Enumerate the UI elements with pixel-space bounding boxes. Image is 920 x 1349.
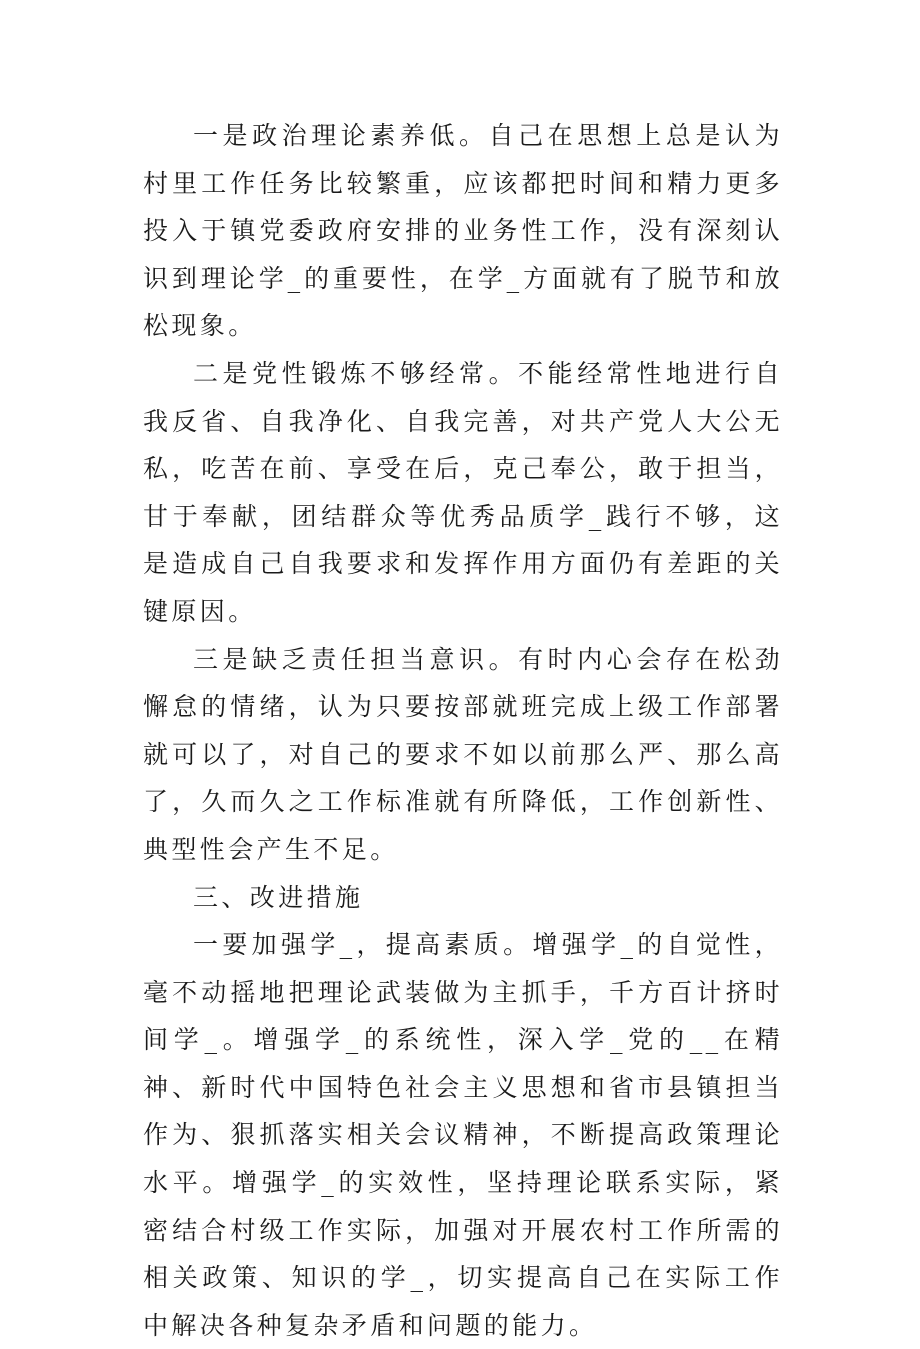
paragraph-party-spirit: 二是党性锻炼不够经常。不能经常性地进行自我反省、自我净化、自我完善，对共产党人大公无私，吃苦在前、享受在后，克己奉公，敢于担当，甘于奉献，团结群众等优秀品质学_践行不够，这是造成自己自我要求和发挥作用方面仍有差距的关键原因。 bbox=[143, 358, 783, 626]
paragraph-strengthen-study: 一要加强学_，提高素质。增强学_的自觉性，毫不动摇地把理论武装做为主抓手，千方百计挤时间学_。增强学_的系统性，深入学_党的__在精神、新时代中国特色社会主义思想和省市县镇担当作为、狠抓落实相关会议精神，不断提高政策理论水平。增强学_的实效性，坚持理论联系实际，紧密结合村级工作实际，加强对开展农村工作所需的相关政策、知识的学_，切实提高自己在实际工作中解决各种复杂矛盾和问题的能力。 bbox=[143, 930, 783, 1340]
document-body bbox=[143, 112, 783, 1349]
section-heading-improvement-measures: 三、改进措施 bbox=[193, 882, 364, 912]
paragraph-responsibility: 三是缺乏责任担当意识。有时内心会存在松劲懈怠的情绪，认为只要按部就班完成上级工作部署就可以了，对自己的要求不如以前那么严、那么高了，久而久之工作标准就有所降低，工作创新性、典型性会产生不足。 bbox=[143, 644, 783, 864]
paragraph-political-theory: 一是政治理论素养低。自己在思想上总是认为村里工作任务比较繁重，应该都把时间和精力更多投入于镇党委政府安排的业务性工作，没有深刻认识到理论学_的重要性，在学_方面就有了脱节和放松现象。 bbox=[143, 121, 783, 341]
